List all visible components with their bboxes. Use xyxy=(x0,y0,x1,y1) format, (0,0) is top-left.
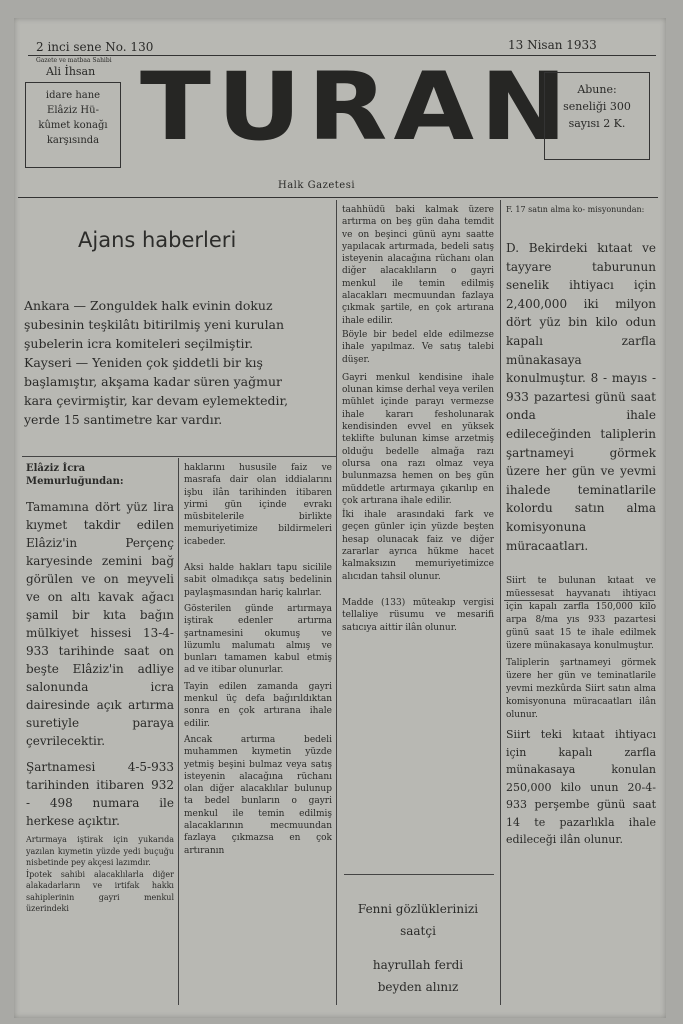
subscription-line: Abune: xyxy=(577,83,617,96)
masthead-rule-bottom xyxy=(18,197,658,198)
procurement-heading: F. 17 satın alma ko- misyonundan: xyxy=(506,205,645,214)
paragraph: Tayin edilen zamanda gayri menkul üç defa bağırıldıktan sonra en çok artırana ihale edilir. xyxy=(184,681,332,729)
column-rule xyxy=(178,458,179,1005)
newspaper-subtitle: Halk Gazetesi xyxy=(278,180,356,191)
news-line: Ankara — Zonguldek halk evinin dokuz xyxy=(24,298,273,313)
paragraph: Siirt te bulunan kıtaat ve müessesat hayvanatı ihtiyacı için kapalı zarfla 150,000 kilo arpa 8/ma yıs 933 pazartesi günü saat 15 te ihale edilmek üzere münakasaya konulmuştur. xyxy=(506,576,656,652)
column-rule xyxy=(500,200,501,1005)
subscription-box xyxy=(544,72,650,160)
admin-line: karşısında xyxy=(46,135,100,146)
ad-rule xyxy=(344,874,494,875)
paragraph: Siirt teki kıtaat ihtiyacı için kapalı zarfla münakasaya konulan 250,000 kilo unun 20-4-933 perşembe günü saat 14 te pazarlıkla ihale edileceği ilân olunur. xyxy=(506,728,656,847)
ad-line: beyden alınız xyxy=(377,980,459,994)
paragraph: Gayri menkul kendisine ihale olunan kimse derhal veya verilen mühlet içinde parayı vermezse ihale kararı fesholunarak kendisinden evvel en yüksek teklifte bulunan kimse arzetmiş olduğu bedelle almağa razı olursa ona razı olmaz veya bulunmazsa hemen on beş gün müddetle artırmaya çıkarılıp en çok artırana ihale edilir. xyxy=(342,372,494,506)
admin-address-box xyxy=(25,82,121,168)
owner-label: Gazete ve matbaa Sahibi xyxy=(36,57,112,64)
subscription-line: sayısı 2 K. xyxy=(568,117,626,130)
subscription-line: seneliği 300 xyxy=(563,100,631,113)
news-line: kara çevirmiştir, kar devam eylemektedir, xyxy=(24,393,289,408)
admin-line: idare hane xyxy=(45,90,101,101)
paragraph: Aksi halde hakları tapu sicilile sabit olmadıkça satış bedelinin paylaşmasından hariç kalırlar. xyxy=(184,563,332,598)
procurement-column xyxy=(506,204,656,1004)
paragraph: haklarını hususile faiz ve masrafa dair olan iddialarını işbu ilân tarihinden itibaren yirmi gün içinde evrakı müsbitelerile birlikte memuriyetimize bildirmeleri icabeder. xyxy=(184,463,332,547)
icra-body: Tamamına dört yüz lira kıymet takdir edilen Elâziz'in Perçenç karyesinde zemini bağ görülen ve on meyveli ve on altı kavak ağacı şamil bir kıta bağın mülkiyet hissesi 13-4-933 tarihinde saat on beşte Elâziz'in adliye salonunda icra dairesinde açık artırma suretiyle paraya çevrilecektir. xyxy=(26,500,174,748)
news-line: başlamıştır, akşama kadar süren yağmur xyxy=(24,374,283,389)
news-body xyxy=(24,296,330,429)
admin-line: kûmet konağı xyxy=(38,120,108,131)
paragraph: Ancak artırma bedeli muhammen kıymetin yüzde yetmiş beşini bulmaz veya satış isteyenin alacağına rüchanı olan diğer alacaklılar bulunup ta bedel bunların o gayri menkul ile temin edilmiş alacaklarının mecmuundan fazlaya çıkmazsa en çok artıranın xyxy=(184,734,332,856)
owner-name: Ali İhsan xyxy=(46,65,96,78)
newspaper-title: TURAN xyxy=(140,51,573,162)
column-rule xyxy=(336,200,337,1005)
news-line: yerde 15 santimetre kar vardır. xyxy=(24,412,223,427)
admin-line: Elâziz Hü- xyxy=(47,105,99,116)
ad-line: Fenni gözlüklerinizi xyxy=(357,902,479,916)
optician-ad xyxy=(342,898,494,998)
ad-line: saatçi xyxy=(400,924,436,938)
icra-sartname: Şartnamesi 4-5-933 tarihinden itibaren 932 - 498 numara ile herkese açıktır. xyxy=(26,760,174,828)
news-line: şubesinin teşkilâtı bitirilmiş yeni kurulan xyxy=(24,317,285,332)
news-headline: Ajans haberleri xyxy=(78,228,237,252)
paragraph: Taliplerin şartnameyi görmek üzere her gün ve teminatlarile yevmi mezkûrda Siirt satın alma komisyonuna müracaatları ilân olunur. xyxy=(506,658,656,721)
ad-line: hayrullah ferdi xyxy=(372,958,464,972)
paragraph: D. Bekirdeki kıtaat ve tayyare taburunun senelik ihtiyacı için 2,400,000 iki milyon dört yüz bin kilo odun kapalı zarfla münakasaya konulmuştur. 8 - mayıs - 933 pazartesi günü saat onda ihale edileceğinden taliplerin şartnameyi görmek üzere her gün ve yevmi ihalede teminatlarile kolordu satın alma komisyonuna müracaatları. xyxy=(506,241,656,553)
icra-fine-print: İpotek sahibi alacaklılarla diğer alakadarların ve irtifak hakkı sahiplerinin gayri menkul üzerindeki xyxy=(26,869,174,913)
icra-heading: Elâziz İcra Memurluğundan: xyxy=(26,463,124,487)
icra-column xyxy=(26,462,174,1002)
paragraph: taahhüdü baki kalmak üzere artırma on beş gün daha temdit ve on beşinci günü aynı saatte yapılacak artırmada, bedeli satış isteyenin alacağına rüchanı olan diğer alacaklıların o gayri menkul ile temin edilmiş alacakları mecmuundan fazlaya çıkmak şartile, en çok artırana ihale edilir. xyxy=(342,205,494,326)
middle-column xyxy=(342,204,494,866)
paragraph: Gösterilen günde artırmaya iştirak edenler artırma şartnamesini okumuş ve lüzumlu malumatı almış ve bunları tamamen kabul etmiş ad ve itibar olunurlar. xyxy=(184,603,332,676)
news-line: şubelerin icra komiteleri seçilmiştir. xyxy=(24,336,254,351)
paragraph: Madde (133) müteakıp vergisi tellaliye rüsumu ve mesarifi satıcıya aittir ilân olunur. xyxy=(342,597,494,633)
paragraph: Böyle bir bedel elde edilmezse ihale yapılmaz. Ve satış talebi düşer. xyxy=(342,329,494,365)
news-line: Kayseri — Yeniden çok şiddetli bir kış xyxy=(24,355,263,370)
issue-number: 2 inci sene No. 130 xyxy=(36,40,154,54)
icra-fine-print: Artırmaya iştirak için yukarıda yazılan kıymetin yüzde yedi buçuğu nisbetinde pey akçesi lazımdır. xyxy=(26,835,174,867)
section-rule xyxy=(22,456,336,457)
icra-continued-column xyxy=(184,462,332,1002)
issue-date: 13 Nisan 1933 xyxy=(508,38,597,52)
paragraph: İki ihale arasındaki fark ve geçen günler için yüzde beşten hesap olunacak faiz ve diğer zararlar ayrıca hükme hacet kalmaksızın memuriyetimizce alıcıdan tahsil olunur. xyxy=(342,510,494,582)
